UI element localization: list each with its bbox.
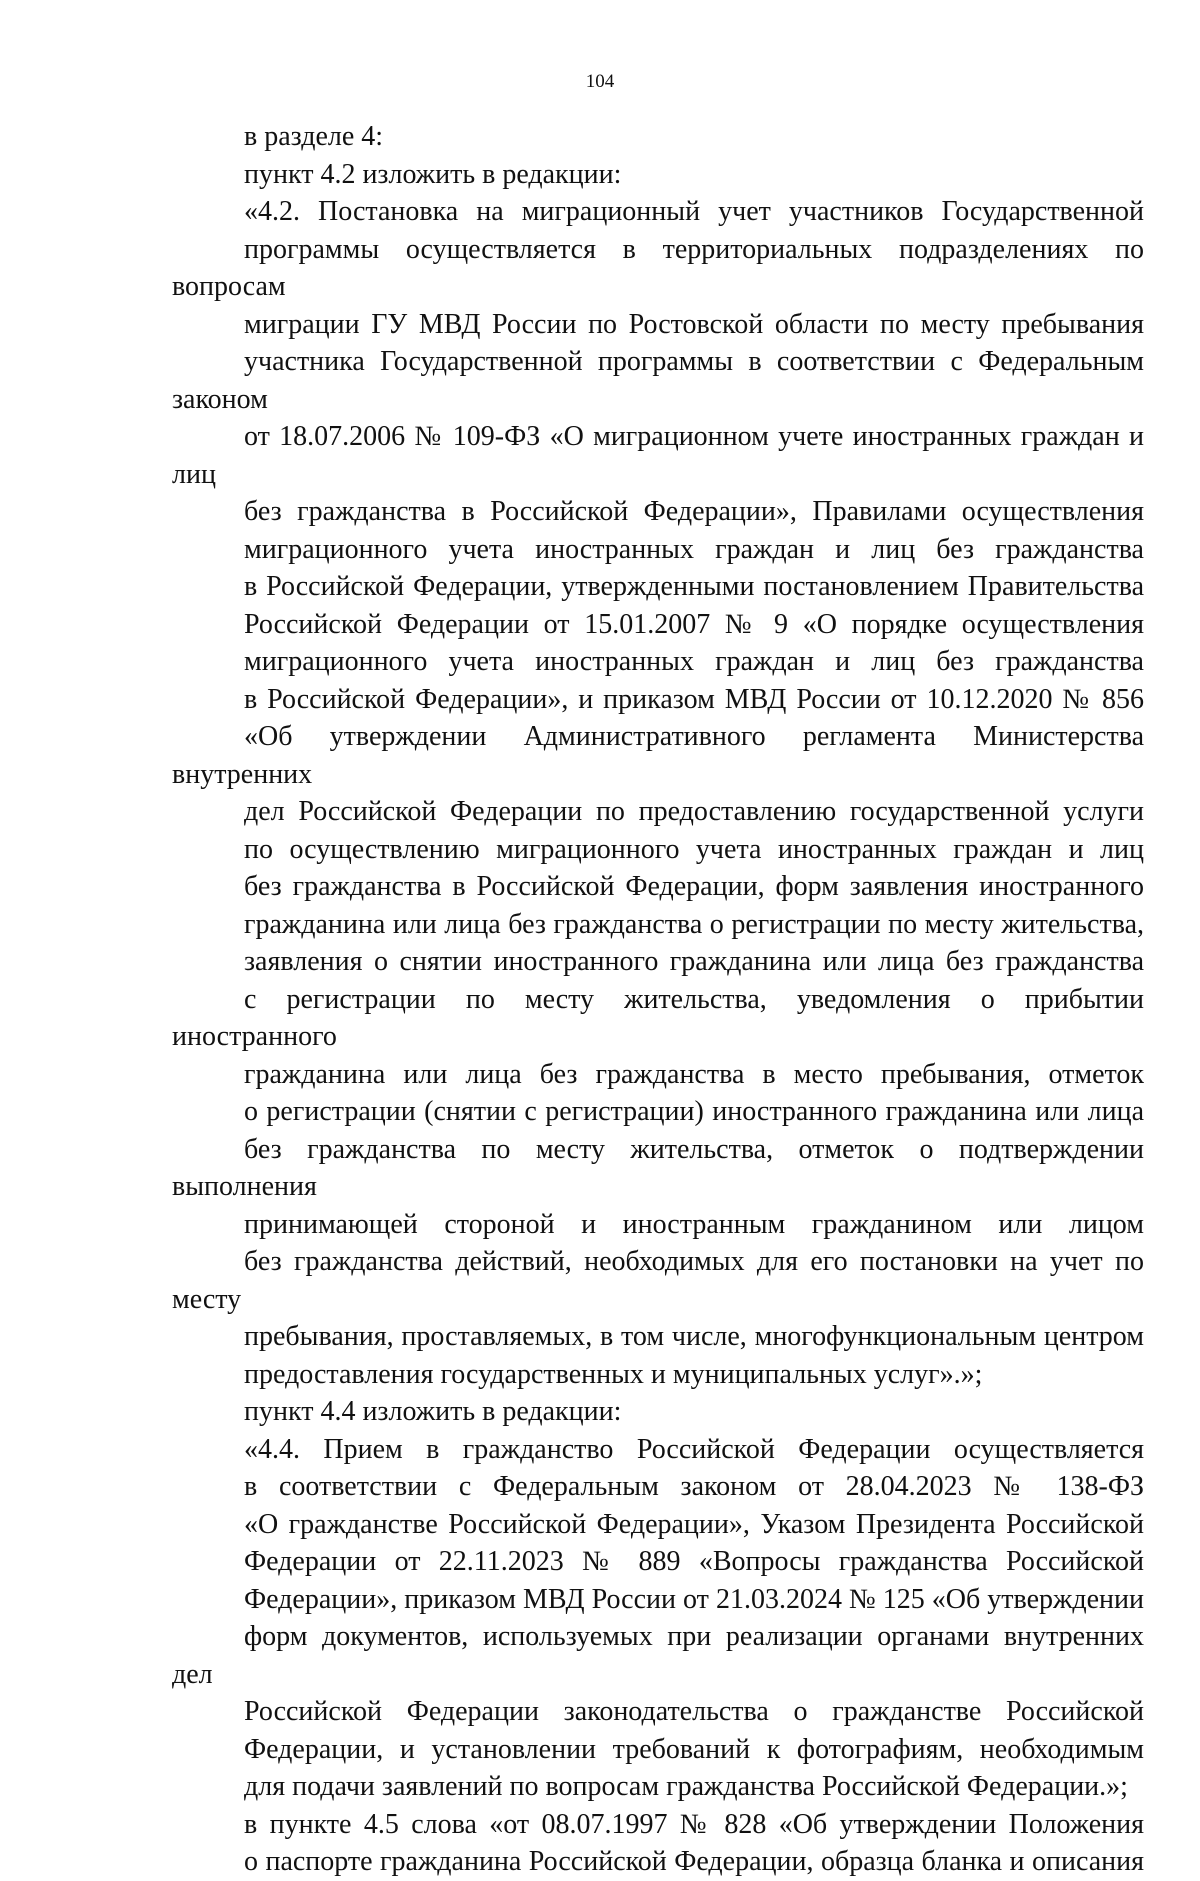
text-line: предоставления государственных и муниципальных услуг».»;	[244, 1358, 983, 1390]
text-line: Федерации, и установлении требований к фотографиям, необходимым	[244, 1733, 1144, 1765]
text-line: миграции ГУ МВД России по Ростовской области по месту пребывания	[244, 308, 1144, 340]
text-line: «4.4. Прием в гражданство Российской Федерации осуществляется	[244, 1433, 1144, 1465]
text-line: форм документов, используемых при реализации органами внутренних дел	[172, 1621, 1144, 1690]
text-line: «О гражданстве Российской Федерации», Указом Президента Российской	[244, 1508, 1144, 1540]
text-line: в Российской Федерации», и приказом МВД России от 10.12.2020 № 856	[244, 683, 1144, 715]
paragraph-section-heading	[172, 118, 1144, 156]
text-line: принимающей стороной и иностранным гражданином или лицом	[244, 1208, 1144, 1240]
text-line: Российской Федерации от 15.01.2007 № 9 «О порядке осуществления	[244, 608, 1144, 640]
text-line: без гражданства действий, необходимых для его постановки на учет по месту	[172, 1246, 1144, 1315]
text-line: в Российской Федерации, утвержденными постановлением Правительства	[244, 571, 1144, 602]
text-line: для подачи заявлений по вопросам гражданства Российской Федерации.»;	[244, 1771, 1128, 1802]
text-line: без гражданства в Российской Федерации», Правилами осуществления	[244, 496, 1144, 527]
text-line: участника Государственной программы в соответствии с Федеральным законом	[172, 346, 1144, 415]
text-line: заявления о снятии иностранного гражданина или лица без гражданства	[244, 946, 1144, 977]
paragraph-instruction-4-2	[172, 156, 1144, 194]
paragraph-item-4-2	[172, 193, 1144, 1393]
paragraph-instruction-4-4	[172, 1393, 1144, 1431]
paragraph-item-4-5	[172, 1806, 1144, 1881]
text-line: пребывания, проставляемых, в том числе, многофункциональным центром	[244, 1321, 1144, 1352]
text-line: о регистрации (снятии с регистрации) иностранного гражданина или лица	[244, 1096, 1144, 1127]
text-line: в соответствии с Федеральным законом от 28.04.2023 № 138-ФЗ	[244, 1471, 1144, 1502]
text-line: о паспорте гражданина Российской Федерации, образца бланка и описания	[244, 1846, 1144, 1877]
text-line: с регистрации по месту жительства, уведомления о прибытии иностранного	[172, 983, 1144, 1052]
text-line: миграционного учета иностранных граждан и лиц без гражданства	[244, 533, 1144, 565]
text-line: «4.2. Постановка на миграционный учет участников Государственной	[244, 196, 1144, 227]
text-line: Федерации от 22.11.2023 № 889 «Вопросы гражданства Российской	[244, 1546, 1144, 1577]
text-line: от 18.07.2006 № 109-ФЗ «О миграционном учете иностранных граждан и лиц	[172, 421, 1144, 490]
document-body	[172, 118, 1144, 1881]
text-line: Российской Федерации законодательства о гражданстве Российской	[244, 1696, 1144, 1727]
text-line: по осуществлению миграционного учета иностранных граждан и лиц	[244, 833, 1144, 865]
text-line: Федерации», приказом МВД России от 21.03.2024 № 125 «Об утверждении	[244, 1583, 1144, 1615]
text-line: в разделе 4:	[244, 121, 384, 152]
text-line: в пункте 4.5 слова «от 08.07.1997 № 828 «Об утверждении Положения	[244, 1808, 1144, 1840]
text-line: миграционного учета иностранных граждан и лиц без гражданства	[244, 646, 1144, 677]
text-line: гражданина или лица без гражданства о регистрации по месту жительства,	[244, 908, 1144, 940]
text-line: пункт 4.4 изложить в редакции:	[244, 1396, 622, 1427]
text-line: программы осуществляется в территориальных подразделениях по вопросам	[172, 233, 1144, 302]
page-number: 104	[585, 71, 615, 92]
paragraph-item-4-4	[172, 1431, 1144, 1806]
text-line: пункт 4.2 изложить в редакции:	[244, 158, 622, 190]
text-line: гражданина или лица без гражданства в место пребывания, отметок	[244, 1058, 1144, 1090]
text-line: «Об утверждении Административного регламента Министерства внутренних	[172, 721, 1144, 790]
text-line: без гражданства по месту жительства, отметок о подтверждении выполнения	[172, 1133, 1144, 1202]
text-line: без гражданства в Российской Федерации, форм заявления иностранного	[244, 871, 1144, 902]
text-line: дел Российской Федерации по предоставлению государственной услуги	[244, 796, 1144, 827]
